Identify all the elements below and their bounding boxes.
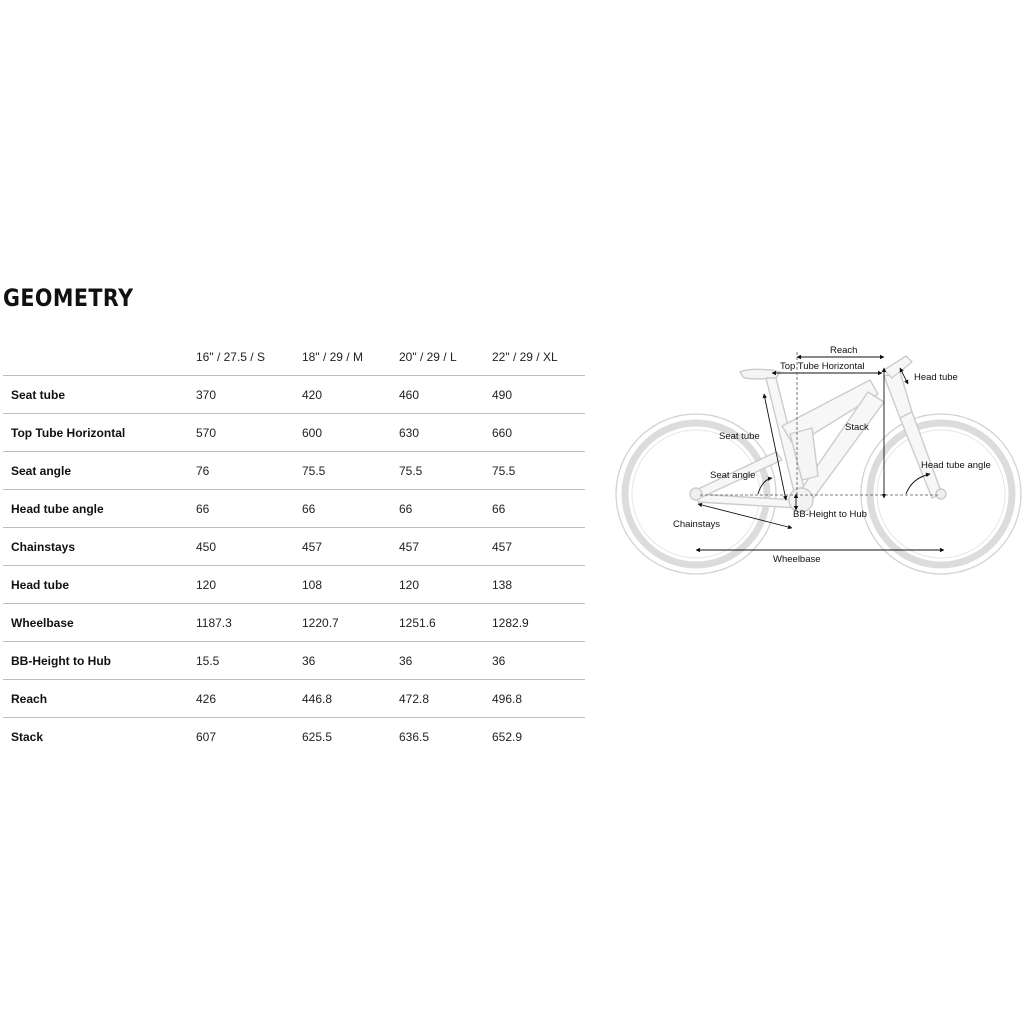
cell-value: 420 bbox=[302, 376, 399, 414]
label-seat-tube: Seat tube bbox=[719, 431, 760, 442]
cell-value: 66 bbox=[492, 490, 585, 528]
row-label: Seat tube bbox=[3, 376, 196, 414]
label-head-tube: Head tube bbox=[914, 372, 958, 383]
cell-value: 108 bbox=[302, 566, 399, 604]
header-empty-cell bbox=[3, 338, 196, 376]
cell-value: 636.5 bbox=[399, 729, 430, 744]
table-header-row bbox=[3, 338, 585, 376]
cell-value: 426 bbox=[196, 680, 302, 718]
cell-value: 36 bbox=[492, 642, 585, 680]
cell-value: 446.8 bbox=[302, 680, 399, 718]
cell-value: 1282.9 bbox=[492, 604, 585, 642]
column-header-s: 16" / 27.5 / S bbox=[196, 338, 302, 376]
row-label: BB-Height to Hub bbox=[3, 642, 196, 680]
cell-value: 607 bbox=[196, 729, 217, 744]
row-label: Chainstays bbox=[3, 528, 196, 566]
label-top-tube-horizontal: Top Tube Horizontal bbox=[780, 361, 865, 372]
table-row-stack bbox=[3, 718, 585, 756]
cell-value: 370 bbox=[196, 376, 302, 414]
table-row-chainstays bbox=[3, 528, 585, 566]
cell-value: 460 bbox=[399, 376, 492, 414]
label-bb-height-to-hub: BB-Height to Hub bbox=[793, 509, 867, 520]
label-reach: Reach bbox=[830, 345, 858, 356]
cell-value: 457 bbox=[492, 528, 585, 566]
cell-value: 36 bbox=[302, 642, 399, 680]
row-label: Stack bbox=[11, 729, 44, 744]
table-row-reach bbox=[3, 680, 585, 718]
cell-value: 75.5 bbox=[399, 452, 492, 490]
cell-value: 600 bbox=[302, 414, 399, 452]
cell-value: 15.5 bbox=[196, 642, 302, 680]
measurement-lines bbox=[696, 357, 944, 550]
cell-value: 652.9 bbox=[492, 729, 523, 744]
cell-value: 472.8 bbox=[399, 680, 492, 718]
cell-value: 76 bbox=[196, 452, 302, 490]
table-row-head-tube bbox=[3, 566, 585, 604]
cell-value: 120 bbox=[399, 566, 492, 604]
table-row-wheelbase bbox=[3, 604, 585, 642]
cell-value: 66 bbox=[302, 490, 399, 528]
column-header-xl: 22" / 29 / XL bbox=[492, 338, 585, 376]
label-head-tube-angle: Head tube angle bbox=[921, 460, 991, 471]
bike-geometry-diagram bbox=[612, 336, 1024, 582]
table-row-head-tube-angle bbox=[3, 490, 585, 528]
geometry-table bbox=[3, 338, 585, 755]
cell-value: 75.5 bbox=[302, 452, 399, 490]
page-title: GEOMETRY bbox=[3, 284, 134, 312]
row-label: Head tube bbox=[3, 566, 196, 604]
cell-value: 138 bbox=[492, 566, 585, 604]
cell-value: 450 bbox=[196, 528, 302, 566]
cell-value: 36 bbox=[399, 642, 492, 680]
cell-value: 660 bbox=[492, 414, 585, 452]
cell-value: 457 bbox=[399, 528, 492, 566]
table-row-bb-height-to-hub bbox=[3, 642, 585, 680]
row-label: Head tube angle bbox=[3, 490, 196, 528]
cell-value: 1251.6 bbox=[399, 604, 492, 642]
cell-value: 457 bbox=[302, 528, 399, 566]
cell-value: 120 bbox=[196, 566, 302, 604]
cell-value: 75.5 bbox=[492, 452, 585, 490]
label-wheelbase: Wheelbase bbox=[773, 554, 821, 565]
cell-value: 630 bbox=[399, 414, 492, 452]
row-label: Reach bbox=[3, 680, 196, 718]
cell-value: 66 bbox=[399, 490, 492, 528]
table-row-top-tube-horizontal bbox=[3, 414, 585, 452]
cell-value: 66 bbox=[196, 490, 302, 528]
label-chainstays: Chainstays bbox=[673, 519, 720, 530]
cell-value: 1187.3 bbox=[196, 604, 302, 642]
row-label: Top Tube Horizontal bbox=[3, 414, 196, 452]
label-stack: Stack bbox=[845, 422, 869, 433]
label-seat-angle: Seat angle bbox=[710, 470, 756, 481]
cell-value: 570 bbox=[196, 414, 302, 452]
column-header-l: 20" / 29 / L bbox=[399, 338, 492, 376]
cell-value: 625.5 bbox=[302, 729, 333, 744]
table-row-seat-tube bbox=[3, 376, 585, 414]
cell-value: 490 bbox=[492, 376, 585, 414]
cell-value: 496.8 bbox=[492, 680, 585, 718]
column-header-m: 18" / 29 / M bbox=[302, 338, 399, 376]
row-label: Seat angle bbox=[3, 452, 196, 490]
table-row-seat-angle bbox=[3, 452, 585, 490]
row-label: Wheelbase bbox=[3, 604, 196, 642]
cell-value: 1220.7 bbox=[302, 604, 399, 642]
